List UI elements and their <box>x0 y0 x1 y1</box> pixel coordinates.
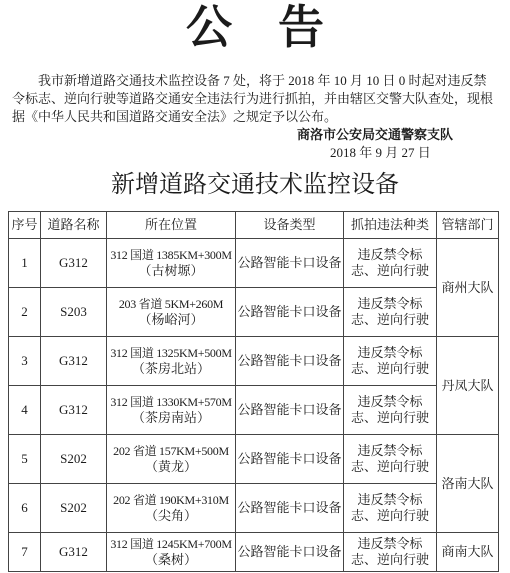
cell-violation <box>344 484 437 533</box>
cell-road: G312 <box>41 337 107 386</box>
cell-violation <box>344 386 437 435</box>
cell-location <box>107 533 236 572</box>
table-row <box>9 239 499 288</box>
location-place: （尖角） <box>144 508 197 523</box>
table-row <box>9 435 499 484</box>
cell-no: 4 <box>9 386 41 435</box>
location-place: （古树塬） <box>138 263 204 278</box>
table-heading: 新增道路交通技术监控设备 <box>111 171 399 198</box>
table-row <box>9 533 499 572</box>
column-header-department: 管辖部门 <box>437 212 499 239</box>
table-row <box>9 288 499 337</box>
cell-road: G312 <box>41 386 107 435</box>
location-place: （杨峪河） <box>138 312 204 327</box>
cell-violation <box>344 288 437 337</box>
cell-road: G312 <box>41 239 107 288</box>
notice-body-line: 我市新增道路交通技术监控设备 7 处，将于 2018 年 10 月 10 日 0 时起对违反禁 <box>38 73 487 88</box>
cell-device: 公路智能卡口设备 <box>236 337 344 386</box>
cell-device: 公路智能卡口设备 <box>236 386 344 435</box>
column-header-location: 所在位置 <box>107 212 236 239</box>
notice-body <box>12 72 502 126</box>
notice-title: 公 告 <box>186 1 324 53</box>
location-place: （黄龙） <box>144 459 197 474</box>
cell-road: S203 <box>41 288 107 337</box>
column-header-road: 道路名称 <box>41 212 107 239</box>
table-row <box>9 484 499 533</box>
cell-road: G312 <box>41 533 107 572</box>
location-milepost: 202 省道 190KM+310M <box>113 493 229 507</box>
location-milepost: 312 国道 1245KM+700M <box>110 537 232 551</box>
cell-location <box>107 288 236 337</box>
cell-violation <box>344 239 437 288</box>
location-place: （桑树） <box>144 552 197 567</box>
column-header-device: 设备类型 <box>236 212 344 239</box>
cell-device: 公路智能卡口设备 <box>236 533 344 572</box>
location-place: （茶房南站） <box>131 410 210 425</box>
violation-text: 违反禁令标志、逆向行驶 <box>350 345 429 376</box>
cell-violation <box>344 435 437 484</box>
cell-location <box>107 386 236 435</box>
cell-road: S202 <box>41 435 107 484</box>
cell-location <box>107 484 236 533</box>
cell-no: 1 <box>9 239 41 288</box>
location-milepost: 203 省道 5KM+260M <box>118 297 224 311</box>
location-place: （茶房北站） <box>131 361 210 376</box>
cell-road: S202 <box>41 484 107 533</box>
cell-location <box>107 239 236 288</box>
table-row <box>9 386 499 435</box>
column-header-no: 序号 <box>9 212 41 239</box>
notice-body-line: 令标志、逆向行驶等道路交通安全违法行为进行抓拍，并由辖区交警大队查处，现根 <box>12 91 494 106</box>
cell-location <box>107 435 236 484</box>
cell-violation <box>344 533 437 572</box>
violation-text: 违反禁令标志、逆向行驶 <box>350 394 429 425</box>
cell-department: 商南大队 <box>437 533 499 572</box>
cell-device: 公路智能卡口设备 <box>236 484 344 533</box>
violation-text: 违反禁令标志、逆向行驶 <box>350 247 429 278</box>
cell-department: 洛南大队 <box>437 435 499 533</box>
violation-text: 违反禁令标志、逆向行驶 <box>350 536 429 567</box>
cell-device: 公路智能卡口设备 <box>236 435 344 484</box>
location-milepost: 312 国道 1385KM+300M <box>110 248 232 262</box>
column-header-violation: 抓拍违法种类 <box>344 212 437 239</box>
location-milepost: 202 省道 157KM+500M <box>113 444 229 458</box>
cell-no: 2 <box>9 288 41 337</box>
location-milepost: 312 国道 1330KM+570M <box>110 395 232 409</box>
violation-text: 违反禁令标志、逆向行驶 <box>350 492 429 523</box>
table-header-row <box>9 212 499 239</box>
violation-text: 违反禁令标志、逆向行驶 <box>350 296 429 327</box>
violation-text: 违反禁令标志、逆向行驶 <box>350 443 429 474</box>
notice-body-line: 据《中华人民共和国道路交通安全法》之规定予以公布。 <box>12 109 338 124</box>
cell-department: 丹凤大队 <box>437 337 499 435</box>
table-row <box>9 337 499 386</box>
cell-no: 7 <box>9 533 41 572</box>
location-milepost: 312 国道 1325KM+500M <box>110 346 232 360</box>
cell-device: 公路智能卡口设备 <box>236 239 344 288</box>
cell-department: 商州大队 <box>437 239 499 337</box>
cell-no: 6 <box>9 484 41 533</box>
notice-issuer: 商洛市公安局交通警察支队 <box>297 127 454 142</box>
cell-device: 公路智能卡口设备 <box>236 288 344 337</box>
cell-no: 5 <box>9 435 41 484</box>
cell-no: 3 <box>9 337 41 386</box>
monitoring-devices-table <box>8 211 499 572</box>
notice-date: 2018 年 9 月 27 日 <box>330 145 431 160</box>
cell-violation <box>344 337 437 386</box>
cell-location <box>107 337 236 386</box>
